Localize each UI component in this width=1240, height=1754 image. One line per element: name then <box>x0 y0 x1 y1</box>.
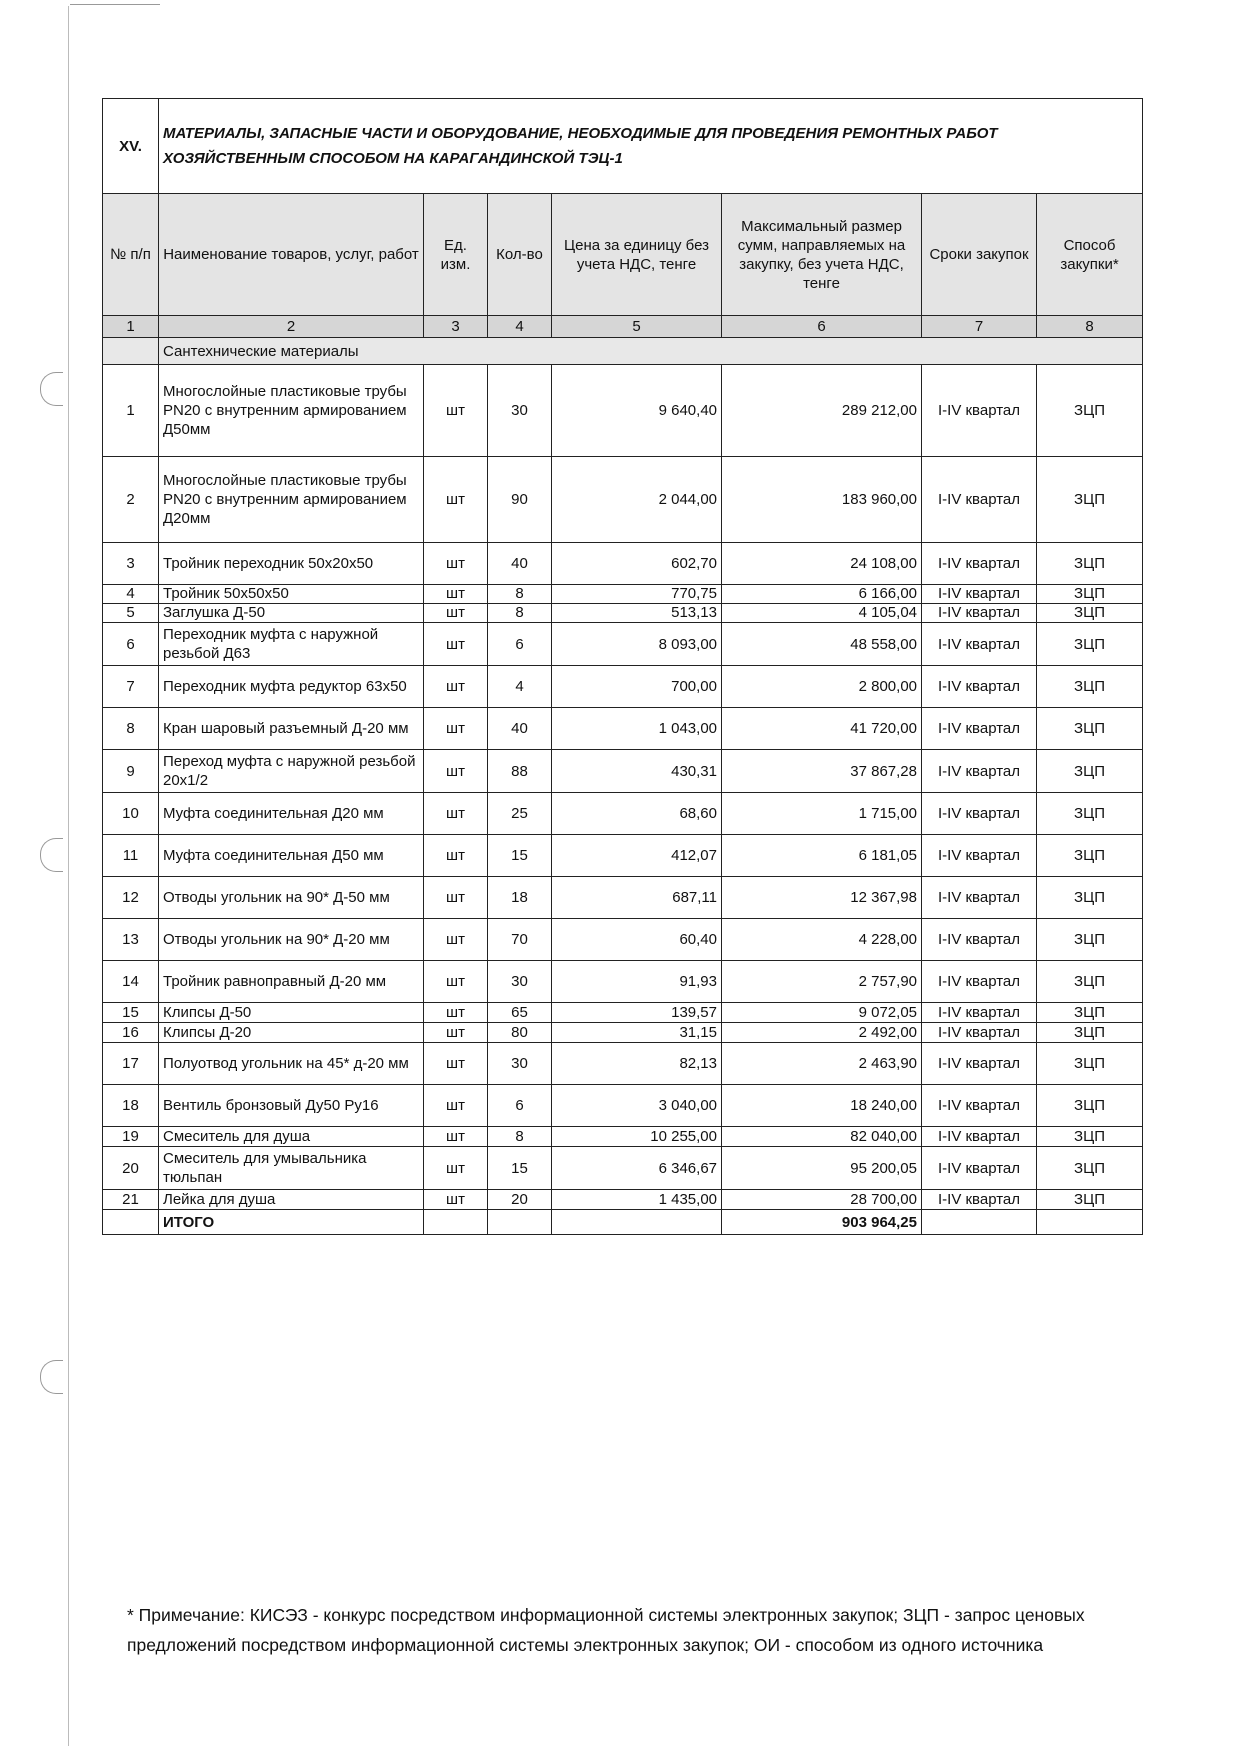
header-cell: Кол-во <box>488 194 552 316</box>
max-sum: 9 072,05 <box>722 1003 922 1023</box>
row-number: 19 <box>103 1127 159 1147</box>
procurement-method: ЗЦП <box>1037 877 1143 919</box>
procurement-period: I-IV квартал <box>922 1127 1037 1147</box>
procurement-period: I-IV квартал <box>922 666 1037 708</box>
max-sum: 2 463,90 <box>722 1043 922 1085</box>
item-name: Отводы угольник на 90* Д-50 мм <box>159 877 424 919</box>
max-sum: 289 212,00 <box>722 365 922 457</box>
row-number: 2 <box>103 457 159 543</box>
procurement-period: I-IV квартал <box>922 604 1037 623</box>
empty-cell <box>103 1210 159 1235</box>
unit: шт <box>424 1190 488 1210</box>
punch-hole-mark <box>40 372 63 406</box>
item-name: Смеситель для умывальника тюльпан <box>159 1147 424 1190</box>
unit: шт <box>424 793 488 835</box>
row-number: 8 <box>103 708 159 750</box>
table-row <box>103 750 1143 793</box>
table-row <box>103 1003 1143 1023</box>
quantity: 8 <box>488 1127 552 1147</box>
column-number: 4 <box>488 316 552 338</box>
unit-price: 602,70 <box>552 543 722 585</box>
max-sum: 6 166,00 <box>722 585 922 604</box>
header-cell: Сроки закупок <box>922 194 1037 316</box>
quantity: 4 <box>488 666 552 708</box>
total-label: ИТОГО <box>159 1210 424 1235</box>
unit: шт <box>424 835 488 877</box>
table-row <box>103 1147 1143 1190</box>
unit-price: 91,93 <box>552 961 722 1003</box>
procurement-method: ЗЦП <box>1037 961 1143 1003</box>
row-number: 15 <box>103 1003 159 1023</box>
procurement-method: ЗЦП <box>1037 623 1143 666</box>
unit-price: 2 044,00 <box>552 457 722 543</box>
unit-price: 6 346,67 <box>552 1147 722 1190</box>
max-sum: 18 240,00 <box>722 1085 922 1127</box>
empty-cell <box>488 1210 552 1235</box>
item-name: Заглушка Д-50 <box>159 604 424 623</box>
procurement-method: ЗЦП <box>1037 1085 1143 1127</box>
max-sum: 4 228,00 <box>722 919 922 961</box>
max-sum: 6 181,05 <box>722 835 922 877</box>
unit: шт <box>424 1023 488 1043</box>
table-header <box>103 194 1143 316</box>
item-name: Тройник переходник 50х20х50 <box>159 543 424 585</box>
table-row <box>103 623 1143 666</box>
unit-price: 9 640,40 <box>552 365 722 457</box>
procurement-method: ЗЦП <box>1037 1127 1143 1147</box>
procurement-period: I-IV квартал <box>922 961 1037 1003</box>
unit: шт <box>424 1147 488 1190</box>
quantity: 40 <box>488 708 552 750</box>
row-number: 21 <box>103 1190 159 1210</box>
quantity: 88 <box>488 750 552 793</box>
unit: шт <box>424 1003 488 1023</box>
row-number: 18 <box>103 1085 159 1127</box>
max-sum: 82 040,00 <box>722 1127 922 1147</box>
procurement-period: I-IV квартал <box>922 1147 1037 1190</box>
column-number-row <box>103 316 1143 338</box>
unit: шт <box>424 708 488 750</box>
procurement-method: ЗЦП <box>1037 585 1143 604</box>
item-name: Многослойные пластиковые трубы PN20 с внутренним армированием Д50мм <box>159 365 424 457</box>
unit: шт <box>424 543 488 585</box>
procurement-method: ЗЦП <box>1037 1043 1143 1085</box>
table-row <box>103 1023 1143 1043</box>
item-name: Вентиль бронзовый Ду50 Ру16 <box>159 1085 424 1127</box>
procurement-period: I-IV квартал <box>922 365 1037 457</box>
quantity: 70 <box>488 919 552 961</box>
procurement-period: I-IV квартал <box>922 1190 1037 1210</box>
table-row <box>103 835 1143 877</box>
table-row <box>103 1043 1143 1085</box>
quantity: 30 <box>488 1043 552 1085</box>
quantity: 90 <box>488 457 552 543</box>
procurement-method: ЗЦП <box>1037 750 1143 793</box>
row-number: 6 <box>103 623 159 666</box>
unit-price: 412,07 <box>552 835 722 877</box>
row-number: 9 <box>103 750 159 793</box>
item-name: Клипсы Д-20 <box>159 1023 424 1043</box>
item-name: Полуотвод угольник на 45* д-20 мм <box>159 1043 424 1085</box>
quantity: 30 <box>488 365 552 457</box>
procurement-method: ЗЦП <box>1037 457 1143 543</box>
punch-hole-mark <box>40 1360 63 1394</box>
row-number: 1 <box>103 365 159 457</box>
header-cell: Максимальный размер сумм, направляемых на закупку, без учета НДС, тенге <box>722 194 922 316</box>
row-number: 7 <box>103 666 159 708</box>
procurement-period: I-IV квартал <box>922 623 1037 666</box>
unit: шт <box>424 961 488 1003</box>
procurement-period: I-IV квартал <box>922 1003 1037 1023</box>
unit: шт <box>424 604 488 623</box>
column-number: 1 <box>103 316 159 338</box>
procurement-method: ЗЦП <box>1037 835 1143 877</box>
max-sum: 2 492,00 <box>722 1023 922 1043</box>
unit-price: 430,31 <box>552 750 722 793</box>
table-row <box>103 961 1143 1003</box>
unit-price: 31,15 <box>552 1023 722 1043</box>
total-sum: 903 964,25 <box>722 1210 922 1235</box>
unit-price: 687,11 <box>552 877 722 919</box>
table-row <box>103 1190 1143 1210</box>
max-sum: 1 715,00 <box>722 793 922 835</box>
row-number: 12 <box>103 877 159 919</box>
table-row <box>103 543 1143 585</box>
unit-price: 10 255,00 <box>552 1127 722 1147</box>
unit-price: 3 040,00 <box>552 1085 722 1127</box>
unit-price: 513,13 <box>552 604 722 623</box>
column-number: 5 <box>552 316 722 338</box>
unit: шт <box>424 623 488 666</box>
max-sum: 24 108,00 <box>722 543 922 585</box>
procurement-period: I-IV квартал <box>922 585 1037 604</box>
scan-edge-top <box>70 4 160 5</box>
quantity: 18 <box>488 877 552 919</box>
unit-price: 770,75 <box>552 585 722 604</box>
row-number: 13 <box>103 919 159 961</box>
procurement-table <box>102 98 1143 1235</box>
column-number: 8 <box>1037 316 1143 338</box>
unit: шт <box>424 750 488 793</box>
unit: шт <box>424 1043 488 1085</box>
max-sum: 12 367,98 <box>722 877 922 919</box>
empty-cell <box>424 1210 488 1235</box>
row-number: 4 <box>103 585 159 604</box>
item-name: Переходник муфта с наружной резьбой Д63 <box>159 623 424 666</box>
procurement-method: ЗЦП <box>1037 604 1143 623</box>
item-name: Тройник 50х50х50 <box>159 585 424 604</box>
procurement-method: ЗЦП <box>1037 1023 1143 1043</box>
quantity: 6 <box>488 623 552 666</box>
column-number: 7 <box>922 316 1037 338</box>
table-row <box>103 793 1143 835</box>
procurement-period: I-IV квартал <box>922 1085 1037 1127</box>
max-sum: 37 867,28 <box>722 750 922 793</box>
procurement-period: I-IV квартал <box>922 793 1037 835</box>
procurement-period: I-IV квартал <box>922 750 1037 793</box>
table-row <box>103 1085 1143 1127</box>
table-row <box>103 877 1143 919</box>
header-cell: Цена за единицу без учета НДС, тенге <box>552 194 722 316</box>
item-name: Переходник муфта редуктор 63х50 <box>159 666 424 708</box>
row-number: 16 <box>103 1023 159 1043</box>
procurement-period: I-IV квартал <box>922 1023 1037 1043</box>
item-name: Муфта соединительная Д50 мм <box>159 835 424 877</box>
table-row <box>103 365 1143 457</box>
total-row <box>103 1210 1143 1235</box>
procurement-period: I-IV квартал <box>922 919 1037 961</box>
max-sum: 28 700,00 <box>722 1190 922 1210</box>
header-cell: № п/п <box>103 194 159 316</box>
table-row <box>103 666 1143 708</box>
procurement-method: ЗЦП <box>1037 543 1143 585</box>
item-name: Тройник равноправный Д-20 мм <box>159 961 424 1003</box>
procurement-method: ЗЦП <box>1037 793 1143 835</box>
quantity: 6 <box>488 1085 552 1127</box>
unit: шт <box>424 919 488 961</box>
row-number: 20 <box>103 1147 159 1190</box>
procurement-method: ЗЦП <box>1037 365 1143 457</box>
scan-edge-left <box>68 6 69 1746</box>
item-name: Лейка для душа <box>159 1190 424 1210</box>
table-row <box>103 919 1143 961</box>
procurement-period: I-IV квартал <box>922 543 1037 585</box>
unit-price: 139,57 <box>552 1003 722 1023</box>
max-sum: 95 200,05 <box>722 1147 922 1190</box>
max-sum: 41 720,00 <box>722 708 922 750</box>
empty-cell <box>552 1210 722 1235</box>
item-name: Многослойные пластиковые трубы PN20 с внутренним армированием Д20мм <box>159 457 424 543</box>
procurement-method: ЗЦП <box>1037 708 1143 750</box>
punch-hole-mark <box>40 838 63 872</box>
procurement-period: I-IV квартал <box>922 457 1037 543</box>
quantity: 30 <box>488 961 552 1003</box>
quantity: 40 <box>488 543 552 585</box>
row-number: 5 <box>103 604 159 623</box>
unit: шт <box>424 1127 488 1147</box>
column-number: 6 <box>722 316 922 338</box>
max-sum: 2 800,00 <box>722 666 922 708</box>
table-row <box>103 585 1143 604</box>
procurement-method: ЗЦП <box>1037 1147 1143 1190</box>
unit: шт <box>424 585 488 604</box>
procurement-period: I-IV квартал <box>922 877 1037 919</box>
unit-price: 8 093,00 <box>552 623 722 666</box>
unit-price: 1 043,00 <box>552 708 722 750</box>
quantity: 15 <box>488 835 552 877</box>
procurement-method: ЗЦП <box>1037 919 1143 961</box>
procurement-method: ЗЦП <box>1037 666 1143 708</box>
row-number: 3 <box>103 543 159 585</box>
item-name: Переход муфта с наружной резьбой 20х1/2 <box>159 750 424 793</box>
item-name: Муфта соединительная Д20 мм <box>159 793 424 835</box>
empty-cell <box>1037 1210 1143 1235</box>
unit: шт <box>424 666 488 708</box>
item-name: Отводы угольник на 90* Д-20 мм <box>159 919 424 961</box>
unit-price: 60,40 <box>552 919 722 961</box>
unit-price: 700,00 <box>552 666 722 708</box>
row-number: 14 <box>103 961 159 1003</box>
table-row <box>103 604 1143 623</box>
section-number: XV. <box>103 99 159 194</box>
unit: шт <box>424 457 488 543</box>
procurement-period: I-IV квартал <box>922 835 1037 877</box>
quantity: 8 <box>488 585 552 604</box>
row-number: 10 <box>103 793 159 835</box>
group-title: Сантехнические материалы <box>159 338 1143 365</box>
quantity: 65 <box>488 1003 552 1023</box>
unit-price: 68,60 <box>552 793 722 835</box>
unit: шт <box>424 877 488 919</box>
row-number: 17 <box>103 1043 159 1085</box>
table-row <box>103 457 1143 543</box>
unit: шт <box>424 365 488 457</box>
max-sum: 4 105,04 <box>722 604 922 623</box>
max-sum: 48 558,00 <box>722 623 922 666</box>
max-sum: 183 960,00 <box>722 457 922 543</box>
table-row <box>103 1127 1143 1147</box>
column-number: 2 <box>159 316 424 338</box>
quantity: 8 <box>488 604 552 623</box>
procurement-period: I-IV квартал <box>922 708 1037 750</box>
item-name: Смеситель для душа <box>159 1127 424 1147</box>
item-name: Кран шаровый разъемный Д-20 мм <box>159 708 424 750</box>
unit-price: 1 435,00 <box>552 1190 722 1210</box>
unit: шт <box>424 1085 488 1127</box>
header-cell: Наименование товаров, услуг, работ <box>159 194 424 316</box>
header-cell: Ед. изм. <box>424 194 488 316</box>
column-number: 3 <box>424 316 488 338</box>
empty-cell <box>922 1210 1037 1235</box>
quantity: 20 <box>488 1190 552 1210</box>
quantity: 15 <box>488 1147 552 1190</box>
group-row <box>103 338 1143 365</box>
quantity: 80 <box>488 1023 552 1043</box>
quantity: 25 <box>488 793 552 835</box>
footnote: * Примечание: КИСЭЗ - конкурс посредством информационной системы электронных закупок; ЗЦП - запрос ценовых предложений посредством информационной системы электронных закупок; ОИ - способом из одного источника <box>127 1605 1085 1655</box>
row-number: 11 <box>103 835 159 877</box>
table-row <box>103 708 1143 750</box>
unit-price: 82,13 <box>552 1043 722 1085</box>
max-sum: 2 757,90 <box>722 961 922 1003</box>
procurement-method: ЗЦП <box>1037 1190 1143 1210</box>
procurement-period: I-IV квартал <box>922 1043 1037 1085</box>
item-name: Клипсы Д-50 <box>159 1003 424 1023</box>
section-title: МАТЕРИАЛЫ, ЗАПАСНЫЕ ЧАСТИ И ОБОРУДОВАНИЕ, НЕОБХОДИМЫЕ ДЛЯ ПРОВЕДЕНИЯ РЕМОНТНЫХ РАБОТ ХОЗЯЙСТВЕННЫМ СПОСОБОМ НА КАРАГАНДИНСКОЙ ТЭЦ-1 <box>159 99 1143 194</box>
procurement-method: ЗЦП <box>1037 1003 1143 1023</box>
header-cell: Способ закупки* <box>1037 194 1143 316</box>
